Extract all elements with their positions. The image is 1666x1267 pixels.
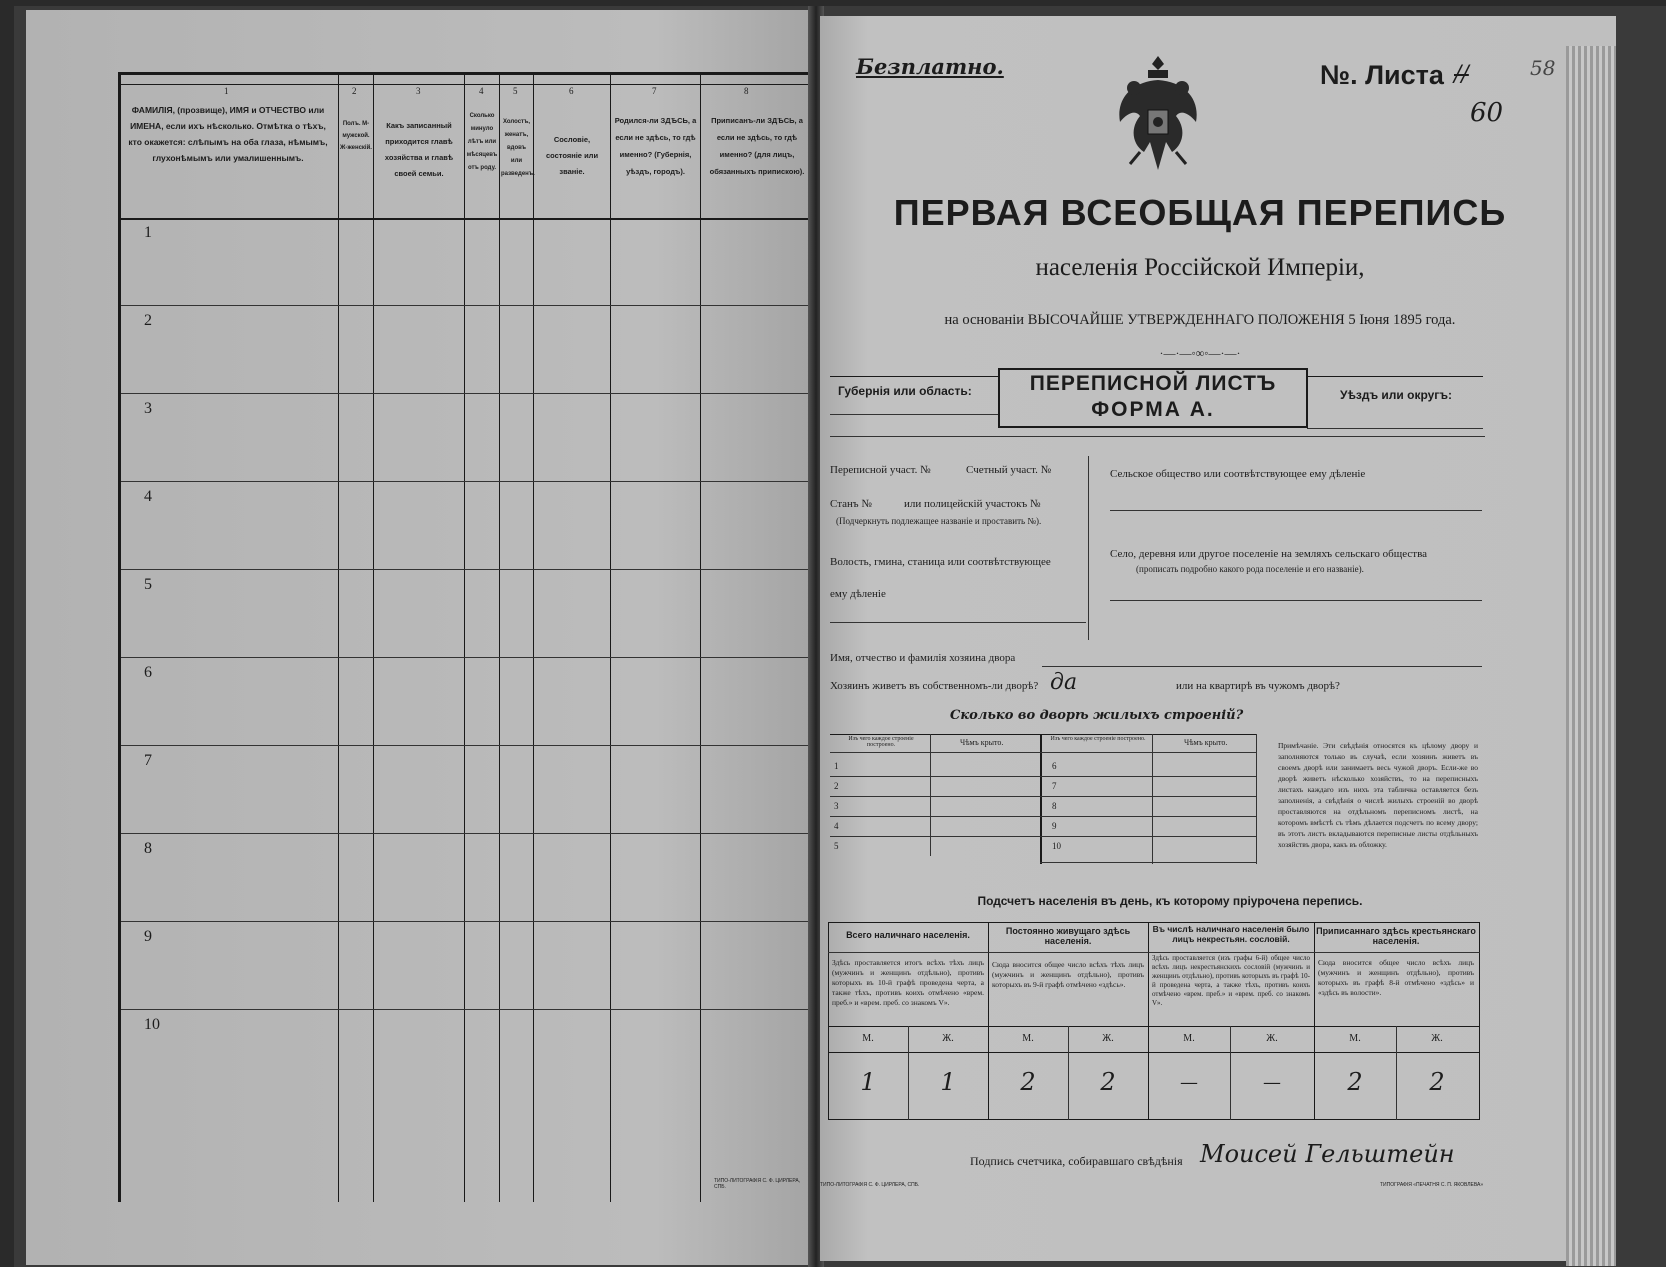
buildings-row: 2 [834,781,839,791]
column-number: 1 [224,86,229,96]
sheet-number-handwritten: 60 [1470,98,1504,128]
count-value: — [1180,1072,1198,1093]
right-page [820,16,1616,1261]
header-sex: Полъ. М-мужской. Ж-женскій. [340,121,372,151]
buildings-row: 8 [1052,801,1057,811]
document-subtitle: населенія Россійской Имперіи, [1035,254,1365,281]
buildings-header-roof: Чѣмъ крыто. [960,738,1004,747]
buildings-row: 7 [1052,781,1057,791]
row-rule [121,393,814,394]
field-rule [1042,666,1482,667]
numbers-rule [118,84,814,85]
row-number: 8 [144,840,152,857]
enumerator-signature: Моисей Гельштейн [1200,1140,1455,1168]
column-number: 5 [513,86,518,96]
box-rule [830,436,1485,437]
column-number: 6 [569,86,574,96]
col-line [464,72,465,1202]
row-rule [121,833,814,834]
buildings-rule [1040,862,1256,863]
row-rule [121,921,814,922]
printer-mark: ТИПО-ЛИТОГРАФІЯ С. Ф. ЦИРЛЕРА, СПБ. [714,1178,801,1190]
form-title: ПЕРЕПИСНОЙ ЛИСТЪ [1029,372,1277,395]
printer-mark-right: ТИПОГРАФІЯ «ПЕЧАТНЯ С. П. ЯКОВЛЕВА» [1380,1182,1484,1188]
row-number: 2 [144,312,152,329]
document-title: ПЕРВАЯ ВСЕОБЩАЯ ПЕРЕПИСЬ [893,192,1507,233]
count-rule [828,952,1480,953]
buildings-row: 4 [834,821,839,831]
sex-label: Ж. [1102,1033,1114,1044]
field-rule [1110,600,1482,601]
row-rule [121,657,814,658]
col-line [499,72,500,1202]
row-rule [121,1009,814,1010]
selo-field: Село, деревня или другое поселеніе на земляхъ сельскаго общества [1110,548,1428,560]
field-rule [830,622,1086,623]
row-rule [121,569,814,570]
header-registered: Приписанъ-ли ЗДѢСЬ, а если не здѣсь, то гдѣ именно? (для лицъ, обязанныхъ припискою). [709,116,805,176]
header-birthplace: Родился-ли ЗДѢСЬ, а если не здѣсь, то гдѣ именно? (Губернія, уѣздъ, городъ). [614,116,697,176]
row-rule [121,305,814,306]
buildings-row: 10 [1052,841,1061,851]
col-line [533,72,534,1202]
buildings-header-material: Изъ чего каждое строеніе построено. [1050,736,1146,742]
sex-label: Ж. [1431,1033,1443,1044]
row-number: 7 [144,752,152,769]
buildings-header-roof: Чѣмъ крыто. [1184,738,1228,747]
ornament-divider: ·—·—◦∞◦—·—· [1159,346,1241,360]
sex-label: М. [862,1033,874,1044]
row-number: 1 [144,224,152,241]
buildings-rule [830,816,1256,817]
free-label: Безплатно. [856,54,1004,79]
row-number: 5 [144,576,152,593]
open-census-book [14,6,1666,1267]
buildings-col [1256,734,1257,864]
column-number: 3 [416,86,421,96]
owner-lives-answer: да [1050,670,1078,695]
box-rule [830,376,998,377]
count-rule [828,1052,1480,1053]
col-line [338,72,339,1202]
count-value: 1 [940,1068,956,1096]
buildings-row: 5 [834,841,839,851]
gubernia-label: Губернія или область: [838,384,972,398]
buildings-rule [830,752,1256,753]
buildings-row: 1 [834,761,839,771]
field-rule [1110,510,1482,511]
sex-label: М. [1349,1033,1361,1044]
sheet-struck-number: // [1454,62,1469,87]
owner-name-field: Имя, отчество и фамилія хозяина двора [830,652,1016,664]
selskoe-field: Сельское общество или соотвѣтствующее ему дѣленіе [1110,468,1366,480]
signature-label: Подпись счетчика, собиравшаго свѣдѣнія [970,1154,1183,1168]
buildings-row: 6 [1052,761,1057,771]
box-rule [1307,376,1483,377]
buildings-rule [830,836,1256,837]
column-number: 4 [479,86,484,96]
count-value: 2 [1100,1068,1116,1096]
police-field: или полицейскій участокъ № [904,498,1041,510]
count-header: Въ числѣ наличнаго населенія было лицъ некрестьян. сословій. [1152,924,1310,944]
row-rule [121,481,814,482]
selo-note: (прописать подробно какого рода поселеніе и его названіе). [1136,564,1364,574]
col-line [373,72,374,1202]
page-edges [1566,46,1616,1266]
schetny-field: Счетный участ. № [966,464,1052,476]
count-description: Сюда вносится общее число всѣхъ тѣхъ лицъ (мужчинъ и женщинъ отдѣльно), противъ которыхъ въ 9-й графѣ отмѣчено «здѣсь». [992,960,1144,989]
printer-mark-left: ТИПО-ЛИТОГРАФІЯ С. Ф. ЦИРЛЕРА, СПБ. [820,1182,920,1188]
row-number: 6 [144,664,152,681]
stan-field: Станъ № [830,498,872,510]
row-rule [121,745,814,746]
apartment-field: или на квартирѣ въ чужомъ дворѣ? [1176,680,1340,692]
count-header: Постоянно живущаго здѣсь населенія. [1005,926,1131,946]
count-value: 2 [1429,1068,1445,1096]
sex-label: Ж. [942,1033,954,1044]
row-number: 4 [144,488,152,505]
col-line [610,72,611,1202]
count-value: 2 [1020,1068,1036,1096]
box-rule [1307,428,1483,429]
count-description: Здѣсь проставляется итогъ всѣхъ тѣхъ лицъ (мужчинъ и женщинъ отдѣльно), противъ которыхъ въ 10-й графѣ проведена черта, а также тѣхъ, противъ коихъ отмѣчено «врем. преб.» и «врем. преб. со знакомъ V». [832,958,984,1007]
header-age: Сколько минуло лѣтъ или мѣсяцевъ отъ роду. [466,113,498,171]
uezd-label: Уѣздъ или округъ: [1340,388,1453,402]
sex-label: М. [1183,1033,1195,1044]
header-rule [118,218,814,220]
perepisnoy-field: Переписной участ. № [830,464,931,476]
left-page [26,10,812,1265]
count-value: 2 [1347,1068,1363,1096]
column-number: 7 [652,86,657,96]
count-description: Здѣсь проставляется (изъ графы 6-й) общее число всѣхъ лицъ некрестьянскихъ сословій (мужчинъ и женщинъ отдѣльно), противъ которыхъ въ графѣ 10-й проведена черта, а также тѣхъ, противъ коихъ отмѣчено «врем. преб.» и «врем. преб. со знакомъ V». [1152,954,1310,1007]
buildings-rule [830,776,1256,777]
underline-note: (Подчеркнуть подлежащее названіе и проставить №). [836,516,1042,526]
owner-lives-field: Хозяинъ живетъ въ собственномъ-ли дворѣ? [830,680,1039,692]
buildings-note: Примѣчаніе. Эти свѣдѣнія относятся къ цѣлому двору и заполняются только въ случаѣ, если хозяинъ живетъ въ своемъ дворѣ или занимаетъ весь чужой дворъ. Если-же во дворѣ живетъ нѣсколько хозяйствъ, то на переписныхъ листахъ каждаго изъ нихъ эта табличка оставляется безъ заполненія, а свѣдѣнія о числѣ жилыхъ строеній во дворѣ проставляются на отдѣльномъ переписномъ листѣ, на которомъ вмѣстѣ съ тѣмъ дѣлается подсчетъ по всему двору; въ этотъ листъ вкладываются переписные листы отдѣльныхъ хозяйствъ двора, какъ въ обложку. [1278,741,1478,849]
count-value: 1 [860,1068,876,1096]
buildings-header-material: Изъ чего каждое строеніе построено. [848,736,914,748]
field-divider [1088,456,1089,640]
buildings-col [1040,734,1042,864]
col-line [700,72,701,1202]
sex-label: М. [1022,1033,1034,1044]
header-estate: Сословіе, состояніе или званіе. [545,135,599,176]
form-subtitle: ФОРМА А. [1091,398,1215,421]
buildings-rule [830,796,1256,797]
frame-left [118,72,121,1202]
corner-number-handwritten: 58 [1530,56,1556,80]
buildings-question: Сколько во дворѣ жилыхъ строеній? [950,708,1244,723]
column-number: 2 [352,86,357,96]
sex-label: Ж. [1266,1033,1278,1044]
count-rule [828,1026,1480,1027]
buildings-row: 3 [834,801,839,811]
count-description: Сюда вносится общее число всѣхъ лицъ (мужчинъ и женщинъ отдѣльно), противъ которыхъ въ графѣ 8-й отмѣчено «здѣсь» и «здѣсь въ волости». [1318,958,1474,997]
delenie-field: ему дѣленіе [830,588,886,600]
count-value: — [1263,1072,1281,1093]
header-relation: Какъ записанный приходится главѣ хозяйства и главѣ своей семьи. [384,121,454,178]
imperial-eagle-emblem [1110,52,1206,180]
box-rule [830,414,998,415]
row-number: 9 [144,928,152,945]
buildings-row: 9 [1052,821,1057,831]
count-header: Приписаннаго здѣсь крестьянскаго населенія. [1316,926,1476,946]
row-number: 3 [144,400,152,417]
buildings-col [1152,734,1153,864]
header-name: ФАМИЛІЯ, (прозвище), ИМЯ и ОТЧЕСТВО или ИМЕНА, если ихъ нѣсколько. Отмѣтка о тѣхъ, кто окажется: слѣпымъ на оба глаза, нѣмымъ, глухонѣмымъ или умалишеннымъ. [128,105,328,163]
count-header: Всего наличнаго населенія. [846,930,970,940]
count-title: Подсчетъ населенія въ день, къ которому пріурочена перепись. [977,894,1363,908]
sheet-number-label: №. Листа [1320,60,1444,90]
legal-basis: на основаніи ВЫСОЧАЙШЕ УТВЕРЖДЕННАГО ПОЛОЖЕНІЯ 5 Іюня 1895 года. [944,312,1456,328]
volost-field: Волость, гмина, станица или соотвѣтствующее [830,556,1051,568]
frame-top [118,72,814,75]
row-number: 10 [144,1016,160,1033]
header-marital: Холостъ, женатъ, вдовъ или разведенъ. [501,119,535,177]
column-number: 8 [744,86,749,96]
